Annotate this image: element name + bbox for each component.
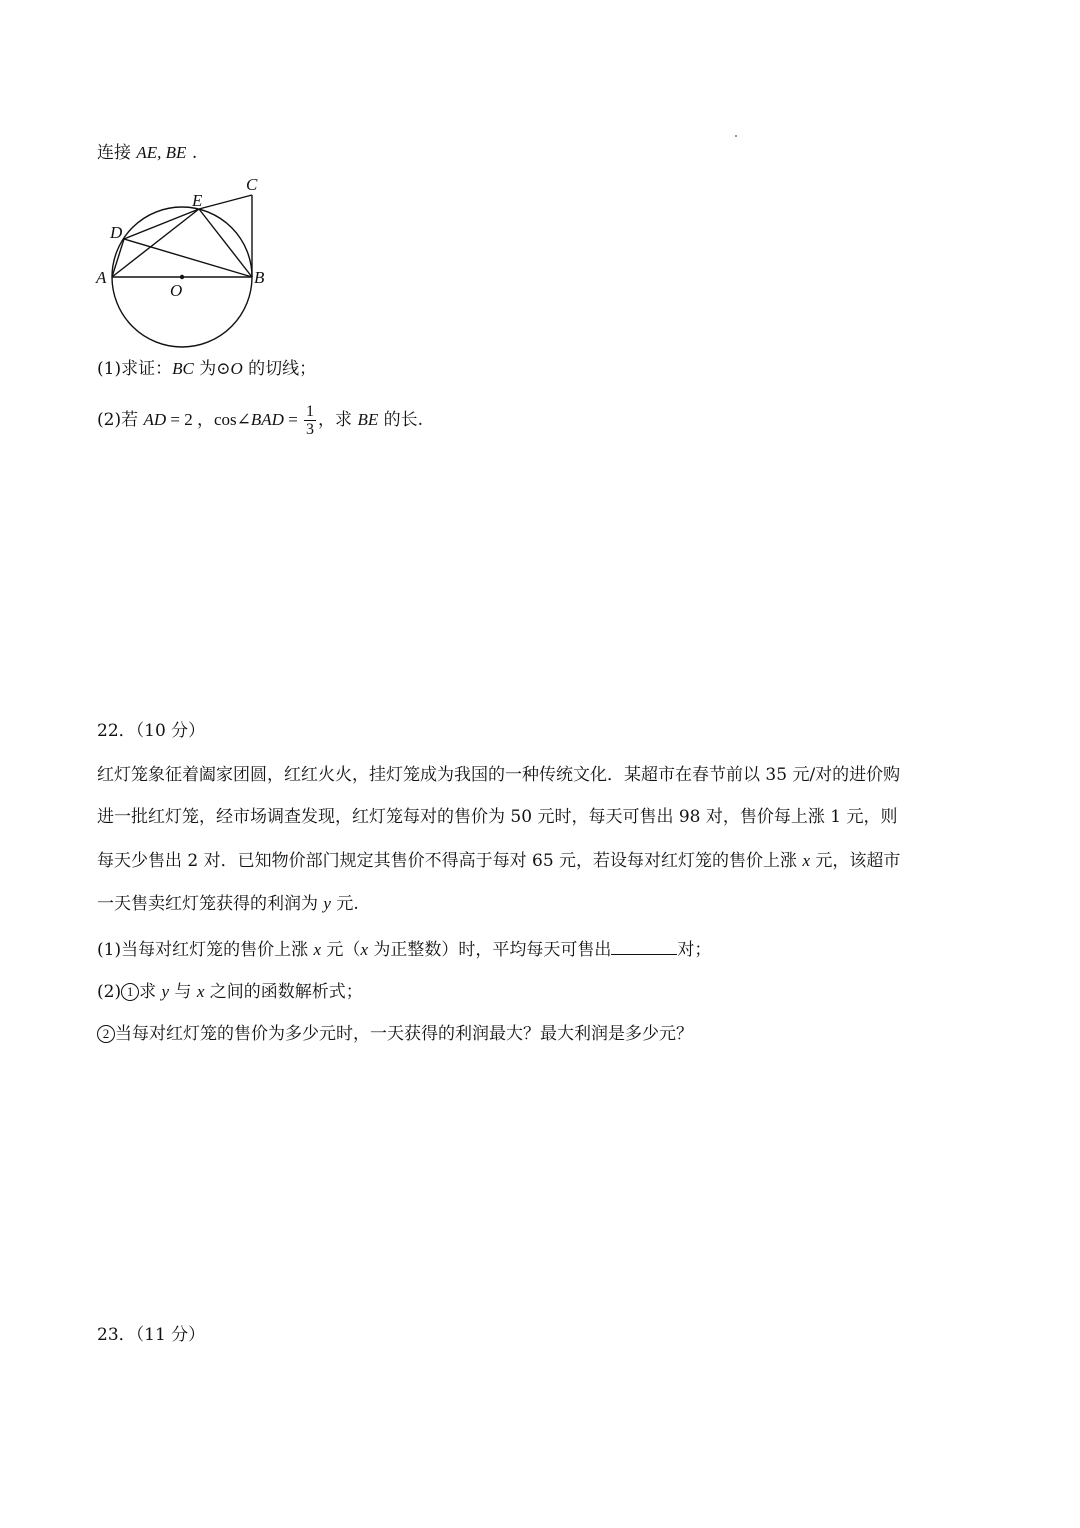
q21-part1-prefix: (1)求证： [97, 359, 173, 379]
q21-part2 [97, 397, 423, 443]
q21-part2-eq2: = [283, 410, 303, 429]
label-d: D [110, 223, 123, 242]
intro-line [97, 141, 197, 165]
q21-part1-mid: 为⊙ [193, 359, 231, 379]
q21-part2-prefix: (2)若 [97, 410, 144, 430]
answer-blank[interactable] [611, 936, 677, 955]
q22-p3-b: 元，该超市 [810, 851, 901, 871]
fraction-denominator: 3 [306, 421, 315, 438]
q22-p4-b: 元. [330, 894, 359, 914]
q21-part1-circle: O [230, 359, 243, 378]
q21-part1-suffix: 的切线； [242, 359, 317, 379]
q21-part2-bad: BAD [250, 410, 284, 429]
q22-s1-d: 对； [677, 940, 712, 960]
circled-number-2: 2 [97, 1025, 115, 1043]
q22-s1-c: 为正整数）时，平均每天可售出 [367, 940, 612, 960]
q22-s1-x: x [313, 940, 322, 959]
label-o: O [170, 281, 183, 300]
q22-s2-y: y [161, 982, 170, 1001]
label-c: C [246, 175, 258, 194]
segment-ec [199, 195, 252, 209]
q21-part1-seg: BC [172, 359, 194, 378]
q21-part2-be: BE [357, 410, 379, 429]
segment-ae [112, 209, 199, 277]
q21-part2-cos: cos∠ [214, 410, 251, 429]
segment-eb [199, 209, 252, 277]
q22-subquestion-3 [97, 1022, 693, 1046]
q22-s2-b: 求 [139, 982, 162, 1002]
q22-paragraph-line4 [97, 892, 359, 916]
q22-s2-a: (2) [97, 982, 122, 1002]
intro-prefix: 连接 [97, 143, 137, 163]
segment-ad [112, 239, 124, 277]
center-o-dot [180, 275, 184, 279]
q21-part1 [97, 357, 316, 381]
q22-header: 22．（10 分） [97, 721, 206, 741]
intro-segments: AE, BE [136, 143, 187, 162]
q21-part2-suffix: 的长. [378, 410, 424, 430]
q22-subquestion-2 [97, 980, 363, 1004]
q21-part2-ad: AD [143, 410, 167, 429]
label-a: A [96, 268, 107, 287]
label-e: E [192, 191, 203, 210]
segment-db [124, 239, 252, 277]
q22-s3-text: 当每对红灯笼的售价为多少元时，一天获得的利润最大？最大利润是多少元？ [115, 1024, 693, 1044]
stray-dot [735, 135, 737, 137]
q22-paragraph-line1: 红灯笼象征着阖家团圆，红红火火，挂灯笼成为我国的一种传统文化．某超市在春节前以 35 元/对的进价购 [97, 765, 901, 785]
q22-p3-a: 每天少售出 2 对．已知物价部门规定其售价不得高于每对 65 元，若设每对红灯笼的售价上涨 [97, 851, 803, 871]
circle-tangent-figure [90, 170, 280, 350]
q22-p4-a: 一天售卖红灯笼获得的利润为 [97, 894, 324, 914]
q23-header: 23．（11 分） [97, 1325, 206, 1345]
q22-p3-x: x [802, 851, 811, 870]
q22-s2-c: 与 [169, 982, 197, 1002]
q21-part2-eq1: = 2 ， [166, 410, 214, 429]
q22-subquestion-1 [97, 936, 711, 962]
q22-s1-a: (1)当每对红灯笼的售价上涨 [97, 940, 314, 960]
label-b: B [254, 268, 265, 287]
fraction-one-third [304, 403, 316, 438]
q22-paragraph-line2: 进一批红灯笼，经市场调查发现，红灯笼每对的售价为 50 元时，每天可售出 98 对，售价每上涨 1 元，则 [97, 807, 898, 827]
q22-s2-x: x [196, 982, 205, 1001]
circled-number-1: 1 [121, 983, 139, 1001]
intro-suffix: . [186, 143, 198, 163]
fraction-numerator: 1 [306, 403, 315, 420]
q22-paragraph-line3 [97, 849, 900, 873]
q21-part2-mid: ，求 [318, 410, 358, 430]
q22-p4-y: y [323, 894, 331, 913]
q22-s1-x2: x [360, 940, 368, 959]
q22-s2-d: 之间的函数解析式； [204, 982, 363, 1002]
q22-s1-b: 元（ [321, 940, 361, 960]
